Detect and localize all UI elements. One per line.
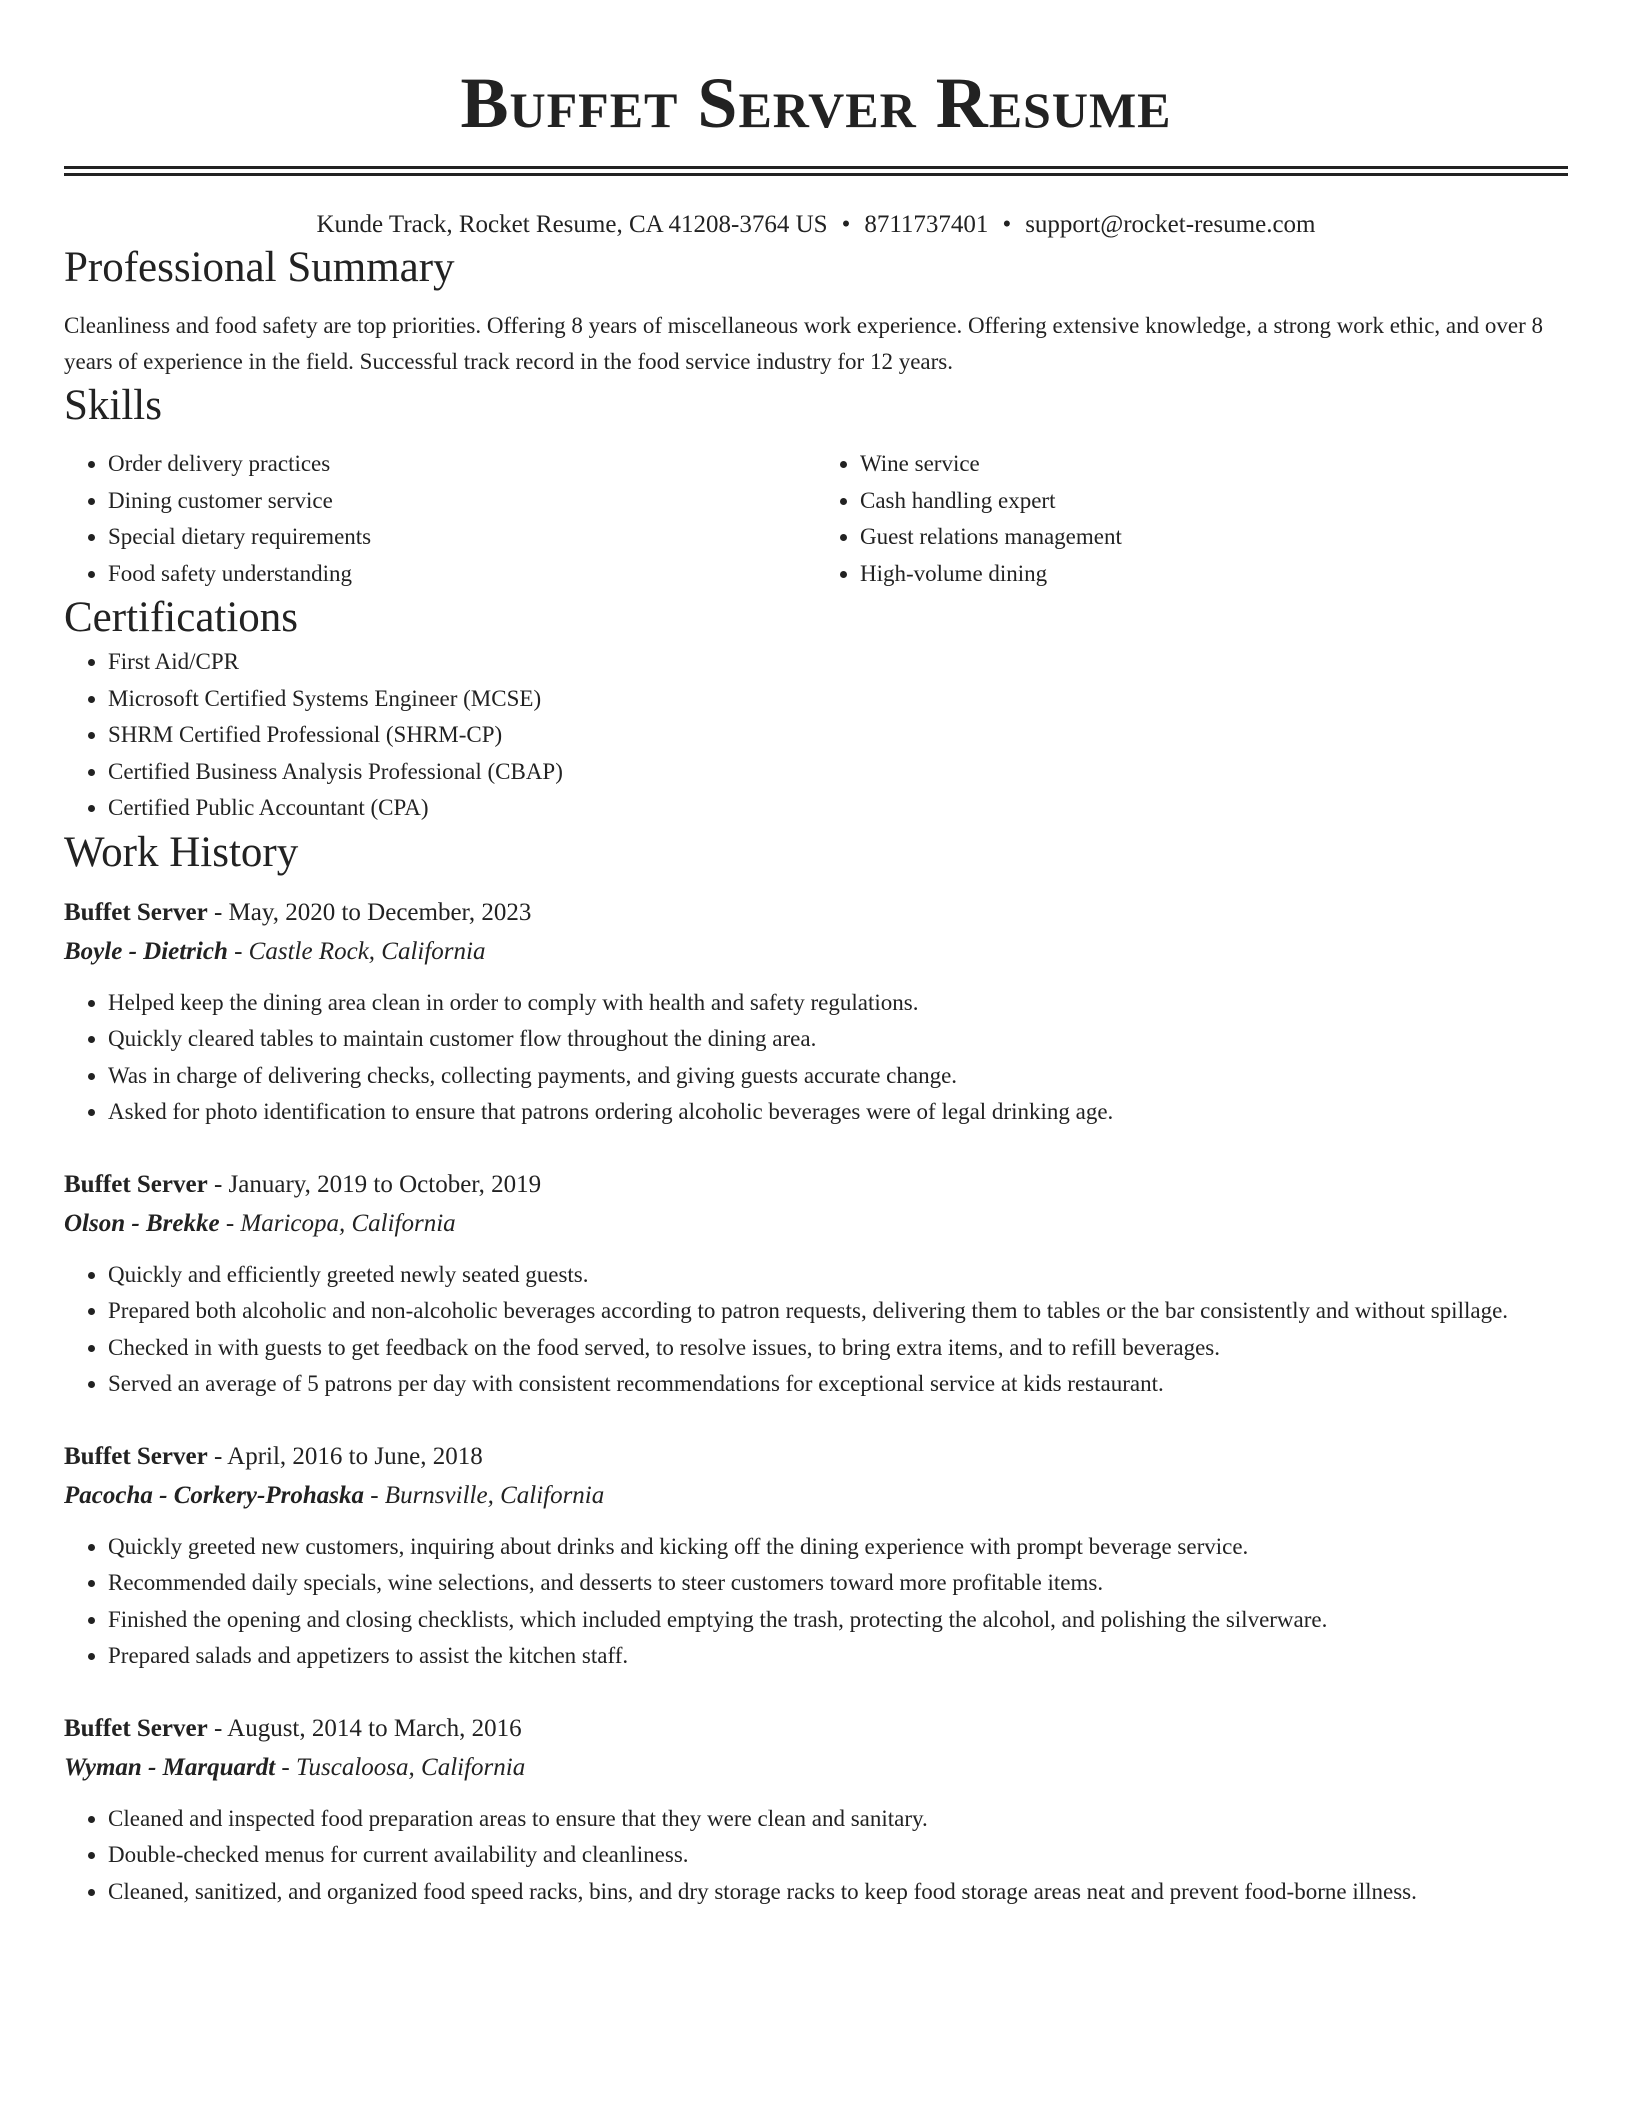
contact-address: Kunde Track, Rocket Resume, CA 41208-3764 US — [316, 211, 828, 238]
skills-right-column — [816, 446, 1568, 592]
job-entry — [64, 1165, 1568, 1403]
job-title-line — [64, 1709, 1568, 1748]
job-company: Olson - Brekke — [64, 1209, 220, 1237]
job-title: Buffet Server — [64, 1442, 208, 1470]
job-title: Buffet Server — [64, 1170, 208, 1198]
job-duty: • Prepared salads and appetizers to assist the kitchen staff. — [108, 1638, 1568, 1675]
certifications-heading: Certifications — [64, 594, 299, 641]
job-location: - Burnsville, California — [363, 1481, 605, 1509]
certifications-list — [64, 644, 1568, 827]
job-duty: • Finished the opening and closing checklists, which included emptying the trash, protecting the alcohol, and polishing the silverware. — [108, 1602, 1568, 1639]
skill-item: • Food safety understanding — [108, 556, 816, 593]
job-duty: • Cleaned, sanitized, and organized food speed racks, bins, and dry storage racks to keep food storage areas neat and prevent food-borne illness. — [108, 1874, 1568, 1911]
job-duties-list — [64, 1529, 1568, 1675]
skill-item: • Wine service — [860, 446, 1568, 483]
job-dates: - January, 2019 to October, 2019 — [207, 1170, 542, 1198]
certification-item: • Certified Public Accountant (CPA) — [108, 790, 1568, 827]
job-title-line — [64, 1165, 1568, 1204]
job-entry — [64, 893, 1568, 1131]
contact-separator: • — [841, 211, 851, 238]
work-history-heading: Work History — [64, 828, 299, 876]
job-entry — [64, 1709, 1568, 1911]
summary-heading: Professional Summary — [64, 244, 455, 291]
certification-item: • First Aid/CPR — [108, 644, 1568, 681]
job-dates: - May, 2020 to December, 2023 — [207, 898, 532, 926]
job-duties-list — [64, 985, 1568, 1131]
skill-item: • Order delivery practices — [108, 446, 816, 483]
job-location: - Maricopa, California — [219, 1209, 456, 1237]
job-title-line — [64, 1437, 1568, 1476]
job-location: - Tuscaloosa, California — [275, 1753, 526, 1781]
skill-item: • Special dietary requirements — [108, 519, 816, 556]
job-location: - Castle Rock, California — [227, 937, 486, 965]
skill-item: • Guest relations management — [860, 519, 1568, 556]
job-company: Pacocha - Corkery-Prohaska — [64, 1481, 364, 1509]
job-entry — [64, 1437, 1568, 1675]
job-duty: • Quickly greeted new customers, inquiring about drinks and kicking off the dining experience with prompt beverage service. — [108, 1529, 1568, 1566]
skills-heading: Skills — [64, 382, 162, 429]
skill-item: • Cash handling expert — [860, 483, 1568, 520]
job-duty: • Was in charge of delivering checks, collecting payments, and giving guests accurate change. — [108, 1058, 1568, 1095]
job-duty: • Recommended daily specials, wine selections, and desserts to steer customers toward more profitable items. — [108, 1565, 1568, 1602]
job-duties-list — [64, 1257, 1568, 1403]
job-dates: - April, 2016 to June, 2018 — [207, 1442, 483, 1470]
skill-item: • Dining customer service — [108, 483, 816, 520]
job-company: Boyle - Dietrich — [64, 937, 228, 965]
job-duty: • Quickly and efficiently greeted newly seated guests. — [108, 1257, 1568, 1294]
job-title: Buffet Server — [64, 1714, 208, 1742]
job-company-line — [64, 1476, 1568, 1515]
certification-item: • Microsoft Certified Systems Engineer (MCSE) — [108, 681, 1568, 718]
job-company-line — [64, 932, 1568, 971]
job-duty: • Checked in with guests to get feedback on the food served, to resolve issues, to bring extra items, and to refill beverages. — [108, 1330, 1568, 1367]
job-title: Buffet Server — [64, 898, 208, 926]
job-duty: • Double-checked menus for current availability and cleanliness. — [108, 1837, 1568, 1874]
job-duty: • Asked for photo identification to ensure that patrons ordering alcoholic beverages were of legal drinking age. — [108, 1094, 1568, 1131]
job-duties-list — [64, 1801, 1568, 1911]
skills-list — [64, 446, 1568, 592]
certification-item: • Certified Business Analysis Professional (CBAP) — [108, 754, 1568, 791]
skill-item: • High-volume dining — [860, 556, 1568, 593]
job-duty: • Prepared both alcoholic and non-alcoholic beverages according to patron requests, delivering them to tables or the bar consistently and without spillage. — [108, 1293, 1568, 1330]
certification-item: • SHRM Certified Professional (SHRM-CP) — [108, 717, 1568, 754]
job-dates: - August, 2014 to March, 2016 — [207, 1714, 522, 1742]
title-divider — [64, 166, 1568, 176]
job-title-line — [64, 893, 1568, 932]
job-duty: • Quickly cleared tables to maintain customer flow throughout the dining area. — [108, 1021, 1568, 1058]
job-company-line — [64, 1748, 1568, 1787]
contact-line — [64, 208, 1568, 242]
resume-title: Buffet Server Resume — [460, 63, 1172, 143]
summary-text: Cleanliness and food safety are top priorities. Offering 8 years of miscellaneous work experience. Offering extensive knowledge, a strong work ethic, and over 8 years of experience in the field. Successful track record in the food service industry for 12 years. — [64, 313, 1543, 374]
contact-separator: • — [1002, 211, 1012, 238]
job-duty: • Helped keep the dining area clean in order to comply with health and safety regulations. — [108, 985, 1568, 1022]
skills-left-column — [64, 446, 816, 592]
job-duty: • Served an average of 5 patrons per day with consistent recommendations for exceptional service at kids restaurant. — [108, 1366, 1568, 1403]
job-company-line — [64, 1204, 1568, 1243]
contact-phone: 8711737401 — [864, 211, 989, 238]
job-duty: • Cleaned and inspected food preparation areas to ensure that they were clean and sanitary. — [108, 1801, 1568, 1838]
contact-email: support@rocket-resume.com — [1025, 211, 1316, 238]
job-company: Wyman - Marquardt — [64, 1753, 276, 1781]
